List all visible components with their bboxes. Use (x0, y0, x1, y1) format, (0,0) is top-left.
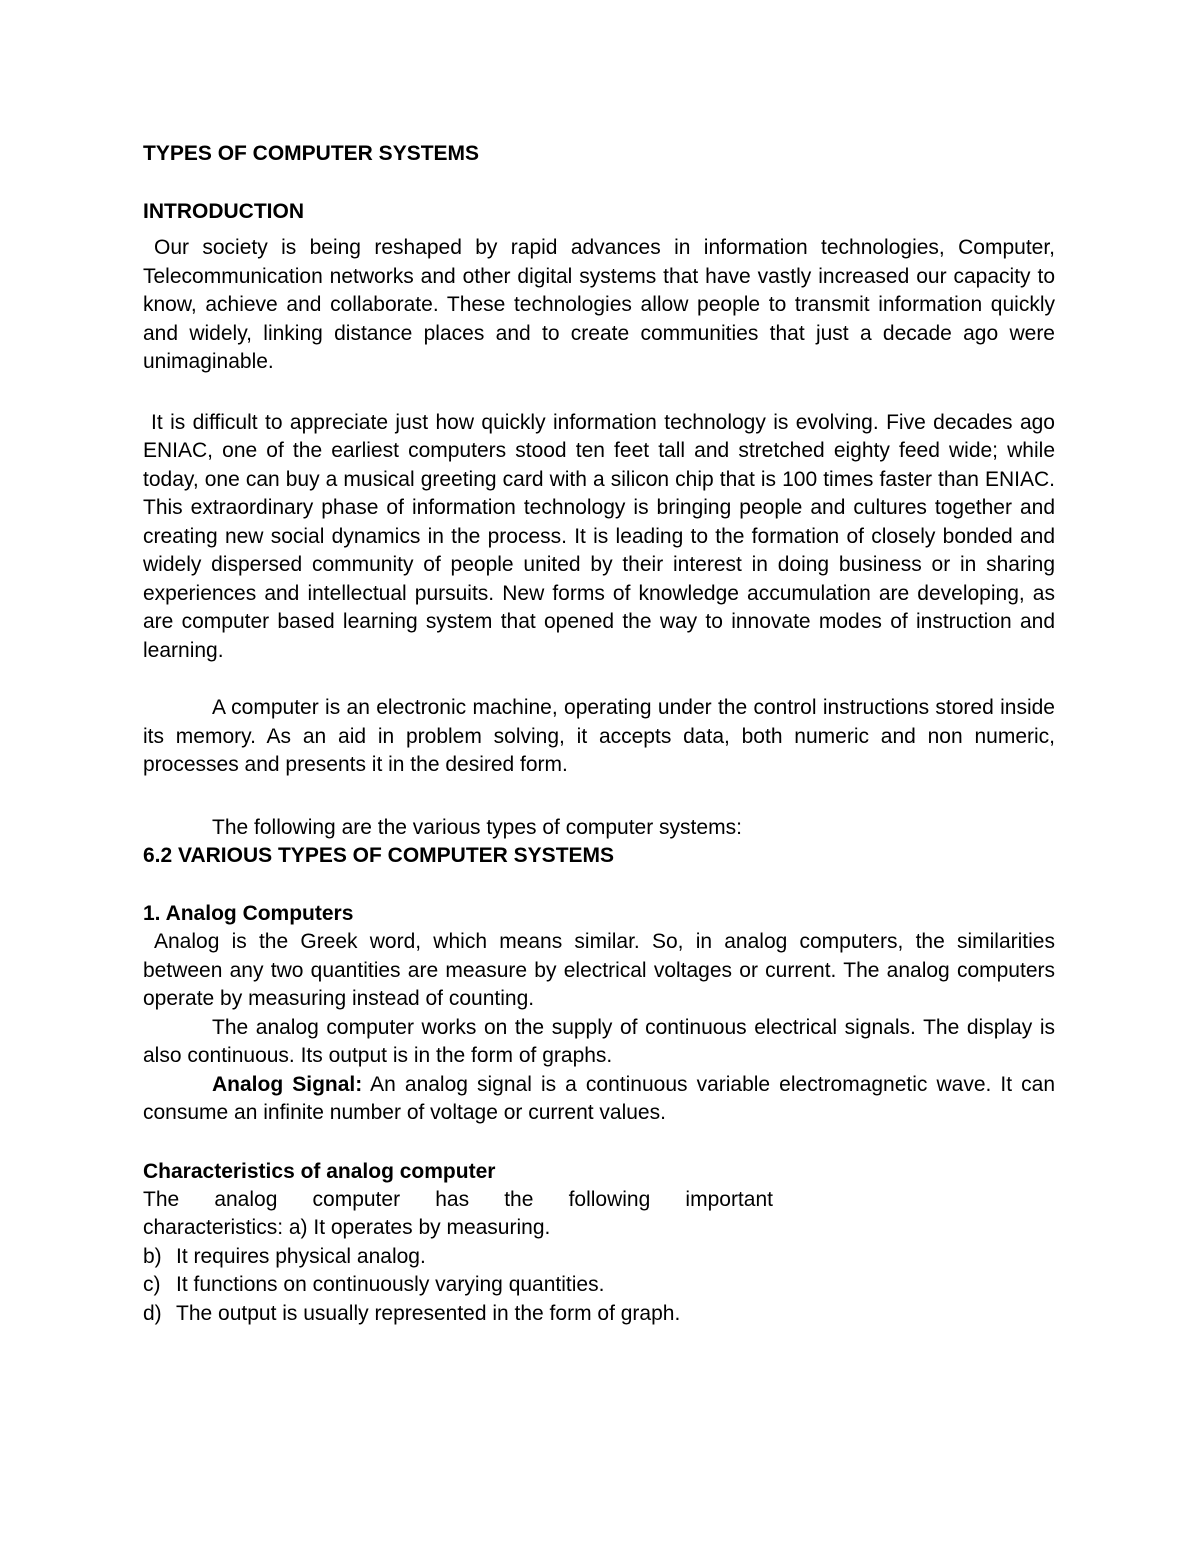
list-item-text: It requires physical analog. (176, 1244, 426, 1268)
list-item-text: The output is usually represented in the form of graph. (176, 1301, 681, 1325)
analog-signal-text: An analog signal is a continuous variable electromagnetic wave. It can consume an infinite number of voltage or current values. (143, 1072, 1055, 1124)
list-item (143, 1243, 1055, 1272)
analog-paragraph-1: Analog is the Greek word, which means similar. So, in analog computers, the similarities between any two quantities are measure by electrical voltages or current. The analog computers operate by measuring instead of counting. (143, 930, 1055, 1010)
section-heading: 6.2 VARIOUS TYPES OF COMPUTER SYSTEMS (143, 844, 615, 867)
intro-paragraph-4: The following are the various types of computer systems: (212, 815, 742, 839)
characteristics-intro-line (143, 1186, 773, 1215)
intro-word: following (568, 1187, 651, 1211)
intro-word: the (504, 1187, 534, 1211)
list-marker: d) (143, 1301, 162, 1325)
document-page (143, 140, 1055, 1328)
list-item (143, 1271, 1055, 1300)
intro-paragraph-2: It is difficult to appreciate just how quickly information technology is evolving. Five decades ago ENIAC, one of the earliest computers stood ten feet tall and stretched eighty feed wide; while today, one can buy a musical greeting card with a silicon chip that is 100 times faster than ENIAC. This extraordinary phase of information technology is bringing people and cultures together and creating new social dynamics in the process. It is leading to the formation of closely bonded and widely dispersed community of people united by their interest in doing business or in sharing experiences and intellectual pursuits. New forms of knowledge accumulation are developing, as are computer based learning system that opened the way to innovate modes of instruction and learning. (143, 410, 1055, 662)
analog-signal-paragraph (143, 1071, 1055, 1128)
characteristics-heading: Characteristics of analog computer (143, 1159, 496, 1183)
list-item-text: It functions on continuously varying quantities. (176, 1273, 605, 1296)
intro-paragraph-1: Our society is being reshaped by rapid advances in information technologies, Computer, Telecommunication networks and other digital systems that have vastly increased our capacity to know, achieve and collaborate. These technologies allow people to transmit information quickly and widely, linking distance places and to create communities that just a decade ago were unimaginable. (143, 236, 1055, 373)
document-title: TYPES OF COMPUTER SYSTEMS (143, 142, 480, 165)
introduction-heading: INTRODUCTION (143, 200, 304, 223)
analog-computers-heading: 1. Analog Computers (143, 902, 354, 925)
analog-paragraph-2: The analog computer works on the supply of continuous electrical signals. The display is also continuous. Its output is in the form of graphs. (143, 1015, 1055, 1067)
list-item (143, 1300, 1055, 1329)
intro-word: important (685, 1187, 773, 1211)
intro-word: The (143, 1187, 180, 1211)
analog-signal-label: Analog Signal: (212, 1072, 363, 1096)
intro-paragraph-3: A computer is an electronic machine, operating under the control instructions stored inside its memory. As an aid in problem solving, it accepts data, both numeric and non numeric, processes and presents it in the desired form. (143, 696, 1055, 776)
intro-word: analog (214, 1187, 278, 1211)
intro-word: computer (312, 1187, 401, 1211)
list-marker: b) (143, 1244, 162, 1268)
intro-word: has (435, 1187, 470, 1211)
list-marker: c) (143, 1273, 161, 1296)
characteristics-intro-rest: characteristics: a) It operates by measuring. (143, 1216, 551, 1239)
